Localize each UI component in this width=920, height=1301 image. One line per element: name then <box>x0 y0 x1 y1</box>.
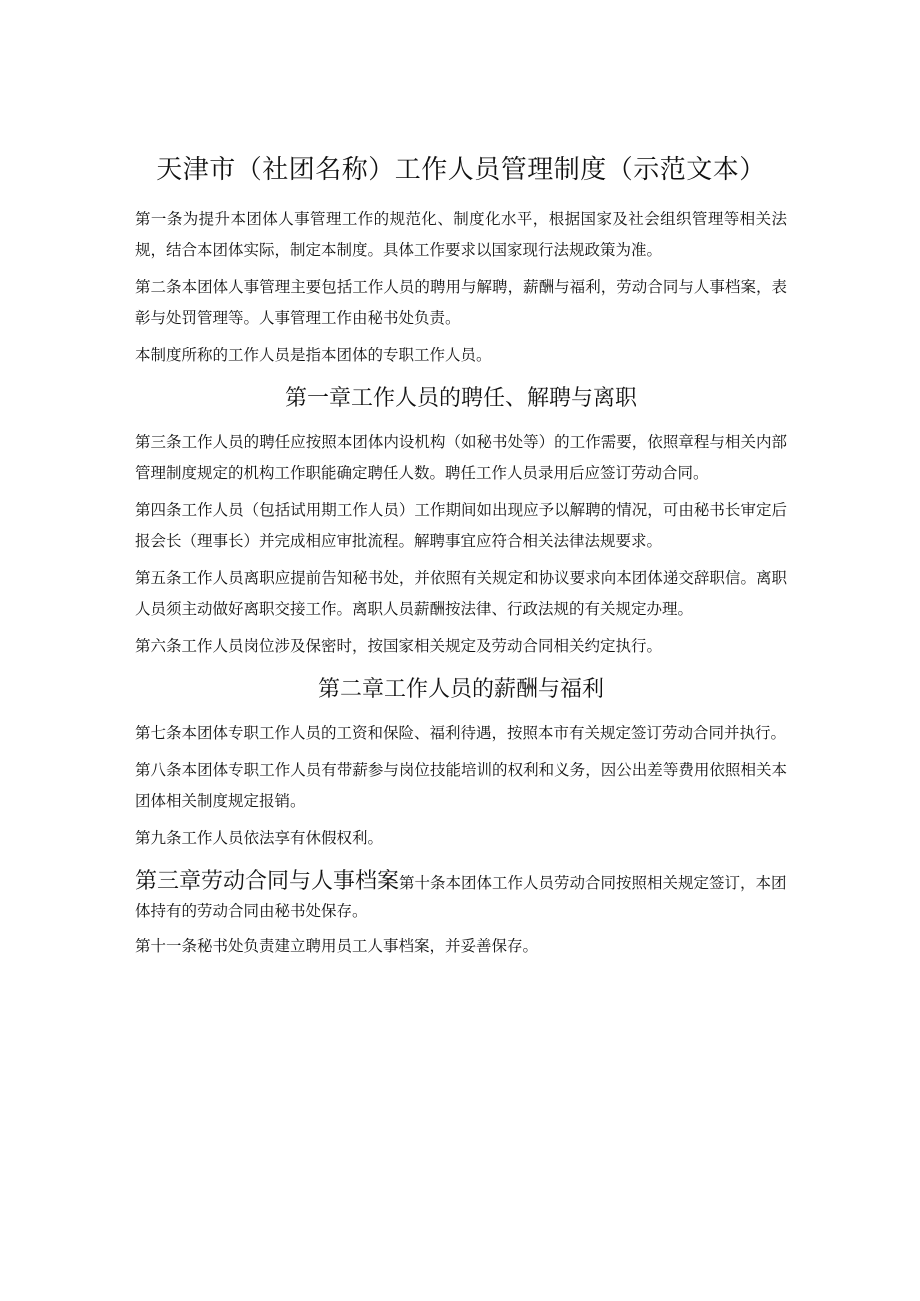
document-page <box>135 150 787 968</box>
chapter-1-title: 第一章工作人员的聘任、解聘与离职 <box>284 386 637 411</box>
article-1: 第一条为提升本团体人事管理工作的规范化、制度化水平，根据国家及社会组织管理等相关法规，结合本团体实际，制定本制度。具体工作要求以国家现行法规政策为准。 <box>135 210 787 259</box>
scope-statement: 本制度所称的工作人员是指本团体的专职工作人员。 <box>135 346 492 364</box>
chapter-3-block <box>135 868 787 925</box>
article-10: 第十条本团体工作人员劳动合同按照相关规定签订，本团体持有的劳动合同由秘书处保存。 <box>135 874 787 920</box>
document-title: 天津市（社团名称）工作人员管理制度（示范文本） <box>156 155 766 185</box>
article-3: 第三条工作人员的聘任应按照本团体内设机构（如秘书处等）的工作需要，依照章程与相关内部管理制度规定的机构工作职能确定聘任人数。聘任工作人员录用后应签订劳动合同。 <box>135 433 787 482</box>
article-9: 第九条工作人员依法享有休假权利。 <box>135 829 384 847</box>
article-2: 第二条本团体人事管理主要包括工作人员的聘用与解聘，薪酬与福利，劳动合同与人事档案，表彰与处罚管理等。人事管理工作由秘书处负责。 <box>135 278 787 327</box>
article-6: 第六条工作人员岗位涉及保密时，按国家相关规定及劳动合同相关约定执行。 <box>135 637 663 655</box>
chapter-3-title: 第三章劳动合同与人事档案 <box>135 869 400 894</box>
article-11: 第十一条秘书处负责建立聘用员工人事档案，并妥善保存。 <box>135 937 539 955</box>
article-5: 第五条工作人员离职应提前告知秘书处，并依照有关规定和协议要求向本团体递交辞职信。离职人员须主动做好离职交接工作。离职人员薪酬按法律、行政法规的有关规定办理。 <box>135 569 787 618</box>
article-7: 第七条本团体专职工作人员的工资和保险、福利待遇，按照本市有关规定签订劳动合同并执行。 <box>135 724 787 742</box>
article-4: 第四条工作人员（包括试用期工作人员）工作期间如出现应予以解聘的情况，可由秘书长审定后报会长（理事长）并完成相应审批流程。解聘事宜应符合相关法律法规要求。 <box>135 501 787 550</box>
chapter-2-title: 第二章工作人员的薪酬与福利 <box>317 677 604 702</box>
article-8: 第八条本团体专职工作人员有带薪参与岗位技能培训的权利和义务，因公出差等费用依照相关本团体相关制度规定报销。 <box>135 761 787 810</box>
